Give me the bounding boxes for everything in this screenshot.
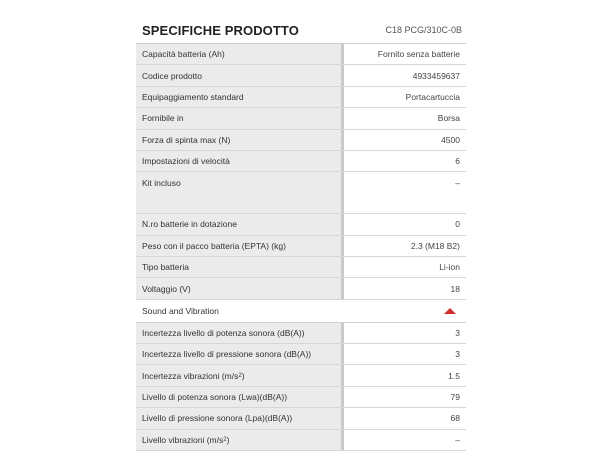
spec-label: Livello di potenza sonora (Lwa)(dB(A))	[136, 387, 344, 407]
spec-header	[136, 18, 466, 42]
label-text: Livello vibrazioni (m/s	[142, 434, 224, 445]
spec-row	[136, 408, 466, 429]
spec-row	[136, 108, 466, 129]
spec-row	[136, 214, 466, 235]
spec-value: 2.3 (M18 B2)	[344, 236, 466, 256]
spec-value: –	[344, 172, 466, 213]
spec-value: Fornito senza batterie	[344, 44, 466, 64]
spec-row	[136, 344, 466, 365]
spec-value: 1.5	[344, 365, 466, 385]
spec-row	[136, 65, 466, 86]
spec-row	[136, 44, 466, 65]
spec-label: Incertezza livello di pressione sonora (dB(A))	[136, 344, 344, 364]
spec-label: Forza di spinta max (N)	[136, 130, 344, 150]
spec-label: Voltaggio (V)	[136, 278, 344, 298]
spec-label: Capacità batteria (Ah)	[136, 44, 344, 64]
spec-label: Livello di pressione sonora (Lpa)(dB(A))	[136, 408, 344, 428]
spec-row	[136, 323, 466, 344]
label-text: )	[241, 370, 245, 381]
sound-vibration-toggle[interactable]	[136, 300, 466, 323]
spec-row	[136, 130, 466, 151]
spec-row	[136, 387, 466, 408]
model-code: C18 PCG/310C-0B	[385, 25, 462, 35]
spec-value: 0	[344, 214, 466, 234]
spec-row	[136, 257, 466, 278]
spec-label: Incertezza livello di potenza sonora (dB(A))	[136, 323, 344, 343]
spec-label: Peso con il pacco batteria (EPTA) (kg)	[136, 236, 344, 256]
spec-value: 18	[344, 278, 466, 298]
spec-row	[136, 365, 466, 386]
spec-value: 4933459637	[344, 65, 466, 85]
label-text: Incertezza vibrazioni (m/s	[142, 370, 239, 381]
spec-row	[136, 278, 466, 299]
spec-panel	[136, 18, 466, 451]
spec-value: Portacartuccia	[344, 87, 466, 107]
spec-value: 4500	[344, 130, 466, 150]
spec-label: Tipo batteria	[136, 257, 344, 277]
spec-value: –	[344, 430, 466, 450]
spec-label	[136, 430, 344, 450]
spec-value: 6	[344, 151, 466, 171]
spec-row	[136, 172, 466, 214]
caret-up-icon[interactable]	[444, 308, 456, 314]
spec-value: 68	[344, 408, 466, 428]
spec-label	[136, 365, 344, 385]
spec-value: Li-ion	[344, 257, 466, 277]
spec-label: Kit incluso	[136, 172, 344, 213]
spec-value: 79	[344, 387, 466, 407]
spec-label: Fornibile in	[136, 108, 344, 128]
label-text: )	[226, 434, 230, 445]
spec-row	[136, 87, 466, 108]
spec-label: Equipaggiamento standard	[136, 87, 344, 107]
spec-row	[136, 151, 466, 172]
section-label: Sound and Vibration	[142, 305, 219, 316]
spec-label: N.ro batterie in dotazione	[136, 214, 344, 234]
spec-title: SPECIFICHE PRODOTTO	[142, 22, 299, 38]
spec-value: 3	[344, 323, 466, 343]
superscript: 2	[223, 436, 227, 443]
spec-value: Borsa	[344, 108, 466, 128]
spec-label: Impostazioni di velocità	[136, 151, 344, 171]
spec-table	[136, 43, 466, 451]
spec-row	[136, 236, 466, 257]
superscript: 2	[238, 372, 242, 379]
spec-value: 3	[344, 344, 466, 364]
spec-label: Codice prodotto	[136, 65, 344, 85]
spec-row	[136, 430, 466, 451]
